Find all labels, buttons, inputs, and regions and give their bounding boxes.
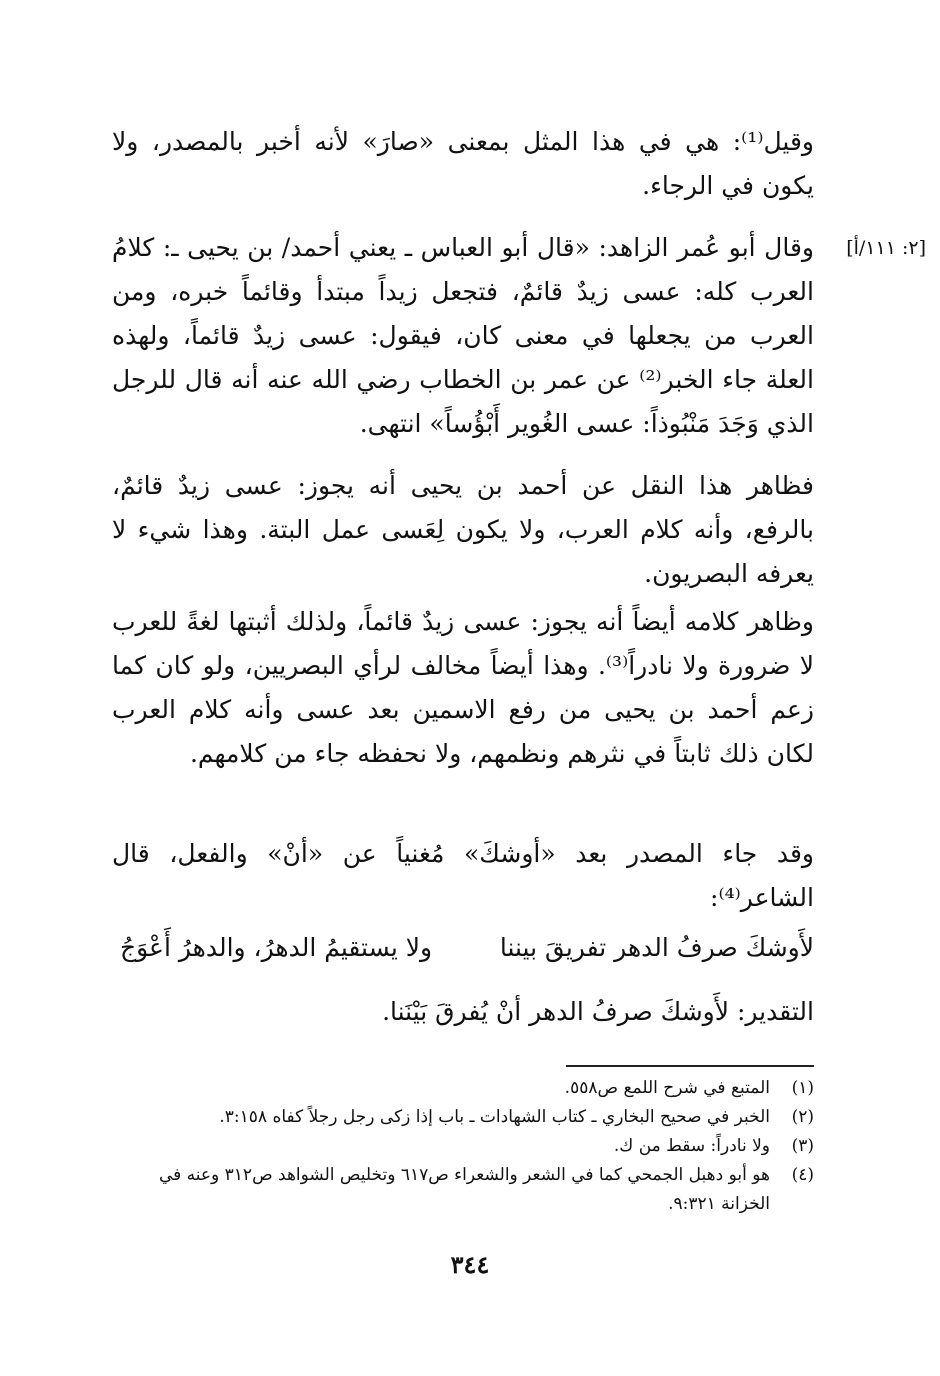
footnote-item (110, 1074, 814, 1103)
verse-second-hemistich: ولا يستقيمُ الدهرُ، والدهرُ أَعْوَجُ (120, 933, 433, 962)
paragraph-5: وقد جاء المصدر بعد «أوشكَ» مُغنياً عن «أنْ» والفعل، قال الشاعر⁽⁴⁾: (112, 839, 814, 912)
footnotes (110, 1074, 814, 1219)
estimate-line: التقدير: لأَوشكَ صرفُ الدهر أنْ يُفرقَ بَيْنَنا. (382, 997, 814, 1026)
verse-first-hemistich: لأَوشكَ صرفُ الدهر تفريقَ بيننا (499, 933, 814, 962)
footnote-item (110, 1132, 814, 1161)
paragraph-2: وقال أبو عُمر الزاهد: «قال أبو العباس ـ يعني أحمد/ بن يحيى ـ: كلامُ العرب كله: عسى زيدٌ قائمٌ، فتجعل زيداً مبتدأ وقائماً خبره، ومن العرب من يجعلها في معنى كان، فيقول: عسى زيدٌ قائماً، ولهذه العلة جاء الخبر⁽²⁾ عن عمر بن الخطاب رضي الله عنه أنه قال للرجل الذي وَجَدَ مَنْبُوذاً: عسى الغُوير أَبْؤُساً» انتهى. (112, 233, 814, 438)
footnote-text: المتبع في شرح اللمع ص٥٥٨. (564, 1078, 770, 1098)
footnote-text: ولا نادراً: سقط من ك. (613, 1136, 770, 1156)
footnote-number: (٤) (791, 1165, 814, 1185)
footnote-item (110, 1103, 814, 1132)
footnote-number: (١) (791, 1078, 814, 1098)
footnote-item (110, 1161, 814, 1219)
paragraph-3: فظاهر هذا النقل عن أحمد بن يحيى أنه يجوز: عسى زيدٌ قائمٌ، بالرفع، وأنه كلام العرب، ولا يكون لِعَسى عمل البتة. وهذا شيء لا يعرفه البصريون. (112, 471, 814, 588)
margin-manuscript-reference: [٢: ١١١/أ] (846, 237, 926, 259)
paragraph-1: وقيل⁽¹⁾: هي في هذا المثل بمعنى «صارَ» لأنه أخبر بالمصدر، ولا يكون في الرجاء. (112, 127, 814, 200)
footnote-divider (566, 1065, 814, 1067)
page-number: ٣٤٤ (450, 1250, 490, 1279)
footnote-number: (٢) (791, 1107, 814, 1127)
footnote-text: هو أبو دهبل الجمحي كما في الشعر والشعراء ص٦١٧ وتخليص الشواهد ص٣١٢ وعنه في الخزانة ٩:٣٢١. (158, 1165, 770, 1214)
paragraph-4: وظاهر كلامه أيضاً أنه يجوز: عسى زيدٌ قائماً، ولذلك أثبتها لغةً للعرب لا ضرورة ولا نادراً⁽³⁾. وهذا أيضاً مخالف لرأي البصريين، ولو كان كما زعم أحمد بن يحيى من رفع الاسمين بعد عسى وأنه كلام العرب لكان ذلك ثابتاً في نثرهم ونظمهم، ولا نحفظه جاء من كلامهم. (112, 607, 814, 768)
poetry-verse (120, 926, 814, 970)
footnote-text: الخبر في صحيح البخاري ـ كتاب الشهادات ـ باب إذا زكى رجل رجلاً كفاه ٣:١٥٨. (219, 1107, 770, 1127)
footnote-number: (٣) (791, 1136, 814, 1156)
